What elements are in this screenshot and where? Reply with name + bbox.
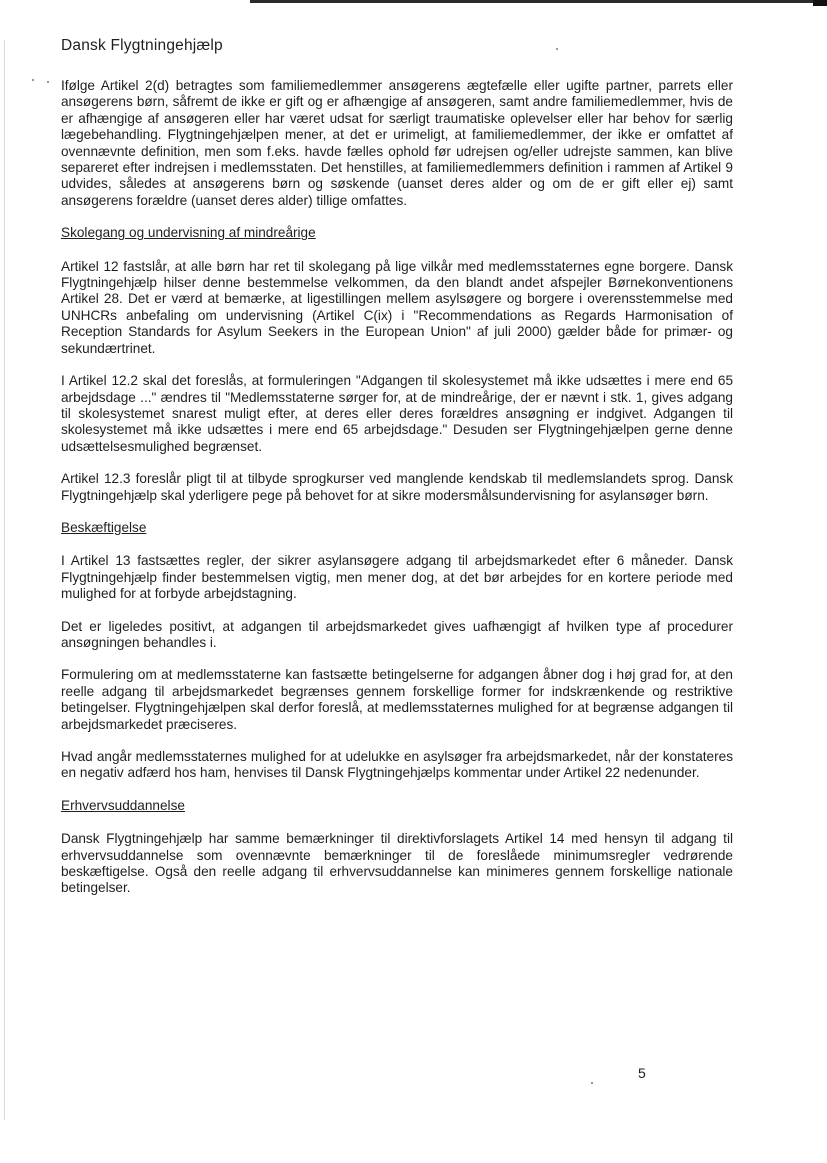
paragraph: Dansk Flygtningehjælp har samme bemærkninger til direktivforslagets Artikel 14 med hensyn til adgang til erhvervsuddannelse som ovennævnte bemærkninger til de foreslåede minimumsregler vedrørende beskæftigelse. Også den reelle adgang til erhvervsuddannelse kan minimeres gennem forskellige nationale betingelser. <box>61 831 733 896</box>
scan-speck <box>32 79 34 81</box>
paragraph: Hvad angår medlemsstaternes mulighed for at udelukke en asylsøger fra arbejdsmarkedet, når der konstateres en negativ adfærd hos ham, henvises til Dansk Flygtningehjælps kommentar under Artikel 22 nedenunder. <box>61 749 733 781</box>
section-heading: Erhvervsuddannelse <box>61 797 185 813</box>
scan-edge-corner <box>813 0 827 6</box>
scan-speck <box>591 1082 593 1084</box>
scan-speck <box>47 81 49 83</box>
page-header: Dansk Flygtningehjælp <box>61 37 223 54</box>
section-family-members <box>61 78 733 209</box>
section-heading: Skolegang og undervisning af mindreårige <box>61 225 316 241</box>
scan-edge-top <box>250 0 827 3</box>
scan-speck <box>556 48 558 50</box>
paragraph: I Artikel 13 fastsættes regler, der sikrer asylansøgere adgang til arbejdsmarkedet efter 6 måneder. Dansk Flygtningehjælp finder bestemmelsen vigtig, men mener dog, at det bør arbejdes for en kortere periode med mulighed for at forbyde arbejdstagning. <box>61 553 733 602</box>
section-employment <box>61 520 733 782</box>
paragraph: Artikel 12.3 foreslår pligt til at tilbyde sprogkurser ved manglende kendskab til medlemslandets sprog. Dansk Flygtningehjælp skal yderligere pege på behovet for at sikre modersmålsundervisning for asylansøger børn. <box>61 471 733 503</box>
section-schooling <box>61 225 733 504</box>
section-heading: Beskæftigelse <box>61 519 147 535</box>
paragraph: Artikel 12 fastslår, at alle børn har ret til skolegang på lige vilkår med medlemsstaternes egne borgere. Dansk Flygtningehjælp hilser denne bestemmelse velkommen, da den blandt andet afspejler Børnekonventionens Artikel 28. Det er værd at bemærke, at ligestillingen mellem asylsøgere og borgere i overensstemmelse med UNHCRs anbefaling om undervisning (Artikel C(ix) i "Recommendations as Regards Harmonisation of Reception Standards for Asylum Seekers in the European Union" af juli 2000) gælder både for primær- og sekundærtrinet. <box>61 258 733 356</box>
paragraph: Ifølge Artikel 2(d) betragtes som familiemedlemmer ansøgerens ægtefælle eller ugifte partner, parrets eller ansøgerens børn, såfremt de ikke er gift og er afhængige af ansøgeren, samt andre familiemedlemmer, hvis de er afhængige af ansøgeren eller har været udsat for særligt traumatiske oplevelser eller har behov for særlig lægebehandling. Flygtningehjælpen mener, at det er urimeligt, at familiemedlemmer, der ikke er omfattet af ovennævnte definition, men som f.eks. havde fælles ophold før udrejsen og/eller udrejste sammen, kan blive separeret efter indrejsen i medlemsstaten. Det henstilles, at familiemedlemmers definition i rammen af Artikel 9 udvides, således at ansøgerens børn og søskende (uanset deres alder og om de er gift eller ej) samt ansøgerens forældre (uanset deres alder) tillige omfattes. <box>61 78 733 208</box>
paragraph: I Artikel 12.2 skal det foreslås, at formuleringen "Adgangen til skolesystemet må ikke udsættes i mere end 65 arbejdsdage ..." ændres til "Medlemsstaterne sørger for, at de mindreårige, der er nævnt i stk. 1, gives adgang til skolesystemet snarest muligt efter, at deres eller deres forældres ansøgning er indgivet. Adgangen til skolesystemet må ikke udsættes i mere end 65 arbejdsdage." Desuden ser Flygtningehjælpen gerne denne udsættelsesmulighed begrænset. <box>61 373 733 454</box>
page-number: 5 <box>638 1065 646 1081</box>
paragraph: Formulering om at medlemsstaterne kan fastsætte betingelserne for adgangen åbner dog i høj grad for, at den reelle adgang til arbejdsmarkedet begrænses gennem forskellige former for indskrænkende og restriktive betingelser. Flygtningehjælpen skal derfor foreslå, at medlemsstaternes mulighed for at begrænse adgangen til arbejdsmarkedet præciseres. <box>61 667 733 732</box>
paragraph: Det er ligeledes positivt, at adgangen til arbejdsmarkedet gives uafhængigt af hvilken type af procedurer ansøgningen behandles i. <box>61 618 733 650</box>
document-body <box>61 78 733 913</box>
scan-edge-left <box>4 40 5 1120</box>
section-vocational-training <box>61 798 733 897</box>
